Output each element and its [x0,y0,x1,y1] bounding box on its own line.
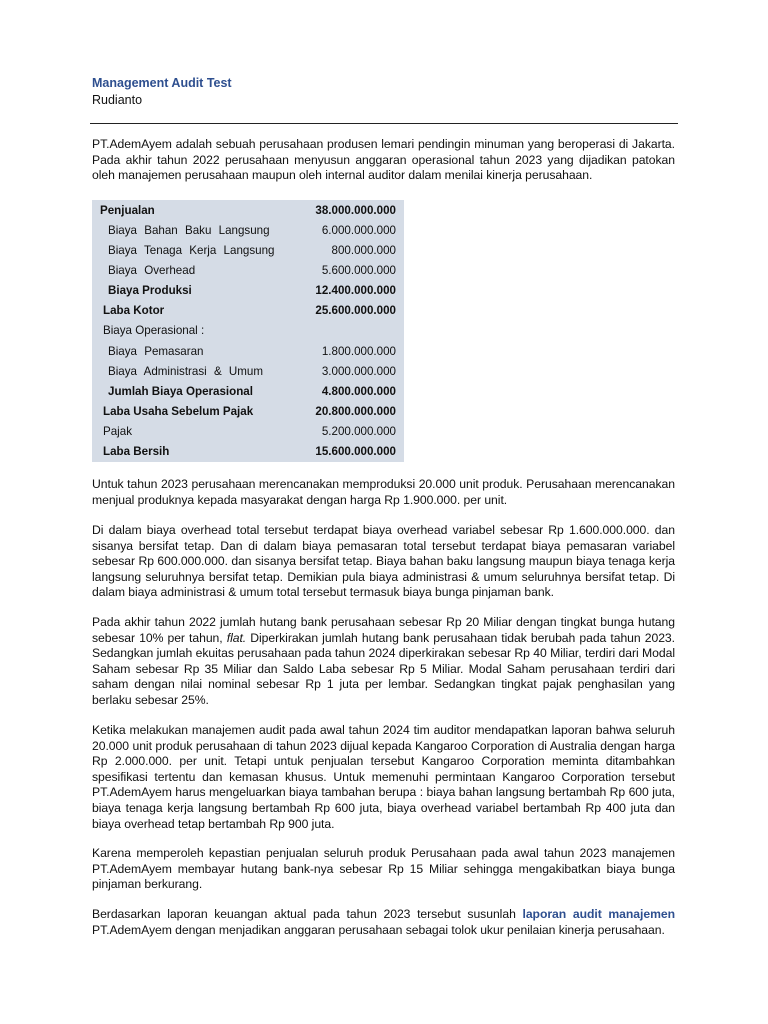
row-value: 5.200.000.000 [321,425,396,439]
table-row [92,200,404,220]
row-label: Biaya Overhead [108,263,196,277]
paragraph-debt-repayment: Karena memperoleh kepastian penjualan seluruh produk Perusahaan pada awal tahun 2023 manajemen PT.AdemAyem membayar hutang bank-nya sebesar Rp 15 Miliar sehingga mengakibatkan biaya bunga pinjaman berkurang. [92,846,675,892]
table-row [92,401,404,421]
audit-report-highlight: laporan audit manajemen [522,907,675,921]
row-label: Laba Usaha Sebelum Pajak [103,404,254,418]
paragraph-production-plan: Untuk tahun 2023 perusahaan merencanakan memproduksi 20.000 unit produk. Perusahaan merencanakan menjual produknya kepada masyarakat dengan harga Rp 1.900.000. per unit. [92,477,675,507]
row-label: Biaya Operasional : [103,324,205,338]
row-value: 1.800.000.000 [321,344,396,358]
table-row [92,281,404,301]
row-label: Biaya Pemasaran [108,344,204,358]
row-value: 4.800.000.000 [321,384,396,398]
table-row [92,220,404,240]
row-label: Jumlah Biaya Operasional [108,384,253,398]
paragraph-task [92,907,675,938]
row-value: 800.000.000 [331,243,396,257]
row-label: Laba Bersih [103,445,170,459]
text-segment: Berdasarkan laporan keuangan aktual pada tahun 2023 tersebut susunlah [92,907,523,921]
table-row [92,260,404,280]
table-row [92,240,404,260]
row-value: 6.000.000.000 [321,223,396,237]
table-row [92,442,404,462]
paragraph-audit-findings: Ketika melakukan manajemen audit pada awal tahun 2024 tim auditor mendapatkan laporan bahwa seluruh 20.000 unit produk perusahaan di tahun 2023 dijual kepada Kangaroo Corporation di Australia dengan harga Rp 2.000.000. per unit. Tetapi untuk penjualan tersebut Kangaroo Corporation meminta ditambahkan spesifikasi tertentu dan kemasan khusus. Untuk memenuhi permintaan Kangaroo Corporation tersebut PT.AdemAyem harus mengeluarkan biaya tambahan berupa : biaya bahan langsung bertambah Rp 600 juta, biaya tenaga kerja langsung bertambah Rp 600 juta, biaya overhead variabel bertambah Rp 400 juta dan biaya overhead tetap bertambah Rp 900 juta. [92,723,675,831]
row-value: 15.600.000.000 [315,445,396,459]
document-header [92,75,232,108]
row-label: Pajak [103,425,133,439]
row-value: 3.000.000.000 [321,364,396,378]
table-row [92,321,404,341]
flat-emphasis: flat. [226,630,247,645]
paragraph-debt-equity [92,615,675,709]
row-value: 12.400.000.000 [315,284,396,298]
row-label: Biaya Tenaga Kerja Langsung [108,243,275,257]
text-segment: Pada akhir tahun 2022 jumlah hutang bank perusahaan sebesar Rp 20 Miliar dengan tingkat bunga hutang sebesar 10% per tahun, [92,615,675,645]
header-divider [90,123,678,124]
document-author: Rudianto [92,93,143,107]
table-row [92,341,404,361]
table-row [92,381,404,401]
table-row [92,422,404,442]
row-label: Biaya Produksi [108,284,192,298]
row-value: 25.600.000.000 [315,304,396,318]
budget-table [92,200,404,462]
text-segment: Diperkirakan jumlah hutang bank perusahaan tidak berubah pada tahun 2023. Sedangkan jumlah ekuitas perusahaan pada tahun 2024 diperkirakan sebesar Rp 40 Miliar, terdiri dari Modal Saham sebesar Rp 35 Miliar dan Saldo Laba sebesar Rp 5 Miliar. Modal Saham perusahaan terdiri dari saham dengan nilai nominal sebesar Rp 1 juta per lembar. Sedangkan tingkat pajak penghasilan yang berlaku sebesar 25%. [92,630,675,707]
row-value [302,321,404,341]
table-row [92,361,404,381]
table-row [92,301,404,321]
row-label: Laba Kotor [103,304,165,318]
row-value: 38.000.000.000 [315,203,396,217]
row-label: Biaya Bahan Baku Langsung [108,223,270,237]
document-title: Management Audit Test [92,76,232,90]
paragraph-cost-behavior: Di dalam biaya overhead total tersebut terdapat biaya overhead variabel sebesar Rp 1.600.000.000. dan sisanya bersifat tetap. Dan di dalam biaya pemasaran total tersebut terdapat biaya pemasaran variabel sebesar Rp 600.000.000. dan sisanya bersifat tetap. Biaya bahan baku langsung maupun biaya tenaga kerja langsung seluruhnya bersifat tetap. Demikian pula biaya administrasi & umum seluruhnya bersifat tetap. Di dalam biaya administrasi & umum total tersebut termasuk biaya bunga pinjaman bank. [92,523,675,600]
text-segment: PT.AdemAyem dengan menjadikan anggaran perusahaan sebagai tolok ukur penilaian kinerja perusahaan. [92,922,665,937]
row-value: 20.800.000.000 [315,404,396,418]
row-value: 5.600.000.000 [321,263,396,277]
intro-paragraph: PT.AdemAyem adalah sebuah perusahaan produsen lemari pendingin minuman yang beroperasi di Jakarta. Pada akhir tahun 2022 perusahaan menyusun anggaran operasional tahun 2023 yang dijadikan patokan oleh manajemen perusahaan maupun oleh internal auditor dalam menilai kinerja perusahaan. [92,137,675,183]
row-label: Biaya Administrasi & Umum [108,364,264,378]
row-label: Penjualan [100,203,155,217]
